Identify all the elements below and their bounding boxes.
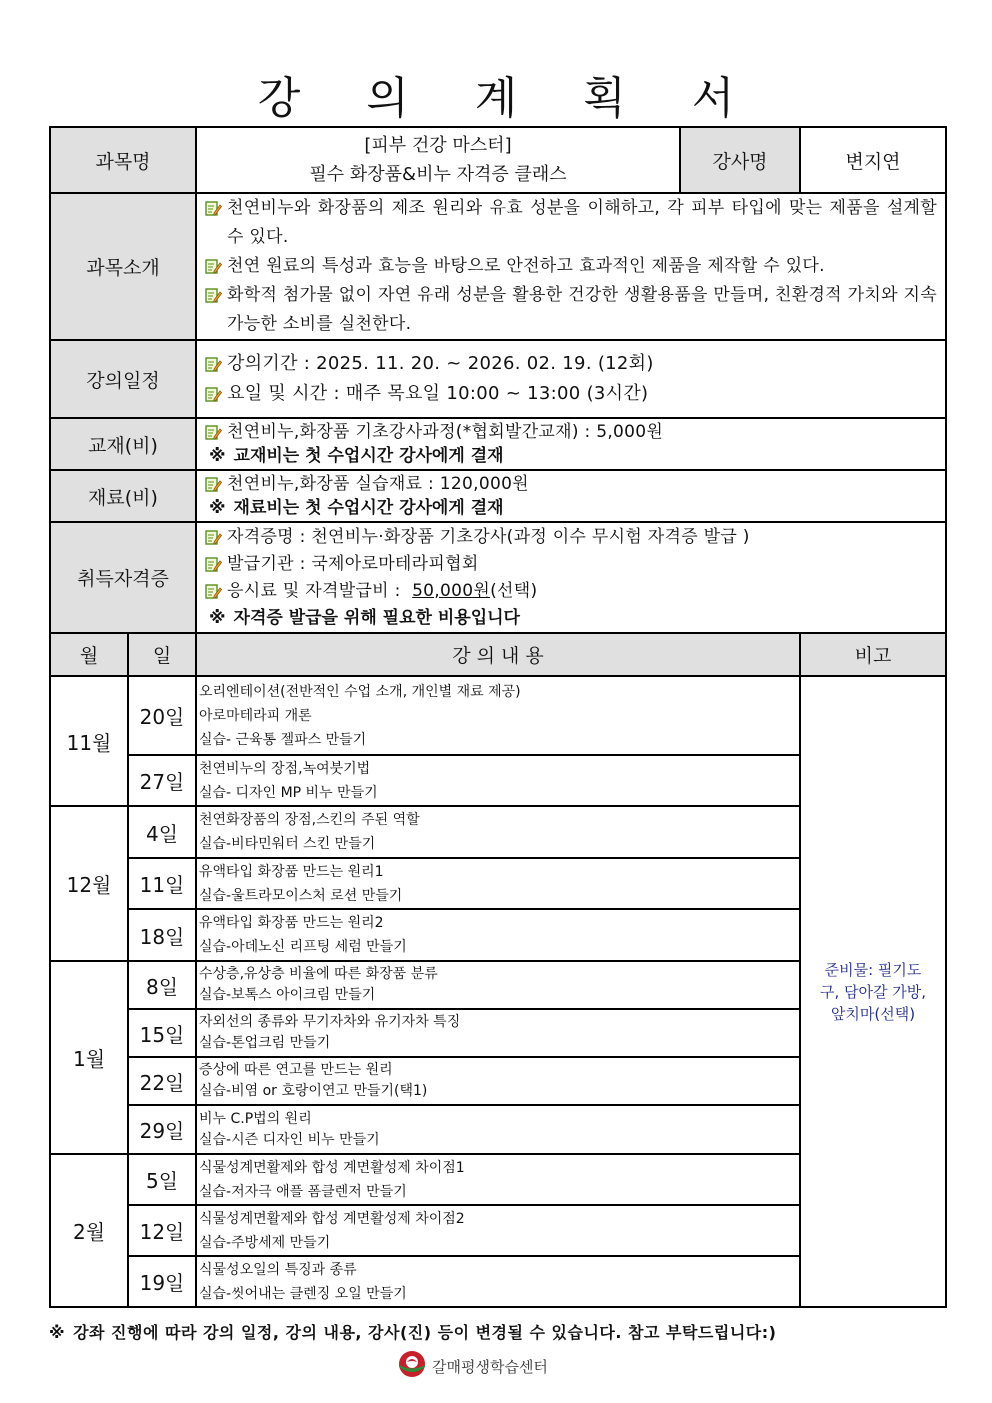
lecture-content: 오리엔테이션(전반적인 수업 소개, 개인별 재료 제공) 아로마테라피 개론 실습- 근육통 젤파스 만들기 xyxy=(196,676,800,755)
day-cell: 15일 xyxy=(128,1009,196,1057)
certificate-content xyxy=(196,522,946,633)
day-cell: 27일 xyxy=(128,755,196,806)
memo-icon xyxy=(205,379,227,409)
lecture-content: 비누 C.P법의 원리 실습-시즌 디자인 비누 만들기 xyxy=(196,1105,800,1154)
lecture-content: 유액타입 화장품 만드는 원리2 실습-아데노신 리프팅 세럼 만들기 xyxy=(196,909,800,961)
intro-row xyxy=(50,193,946,340)
lecture-content: 증상에 따른 연고를 만드는 원리 실습-비염 or 호랑이연고 만들기(택1) xyxy=(196,1057,800,1105)
material-note: ※ 재료비는 첫 수업시간 강사에게 결재 xyxy=(209,498,504,518)
month-cell: 11월 xyxy=(50,676,128,806)
month-cell: 2월 xyxy=(50,1154,128,1307)
day-cell: 11일 xyxy=(128,858,196,909)
memo-icon xyxy=(205,281,227,310)
column-remark: 비고 xyxy=(800,633,946,676)
month-cell: 12월 xyxy=(50,806,128,961)
certificate-fee-amount: 50,000원 xyxy=(412,580,491,601)
intro-item: 천연 원료의 특성과 효능을 바탕으로 안전하고 효과적인 제품을 제작할 수 있다. xyxy=(197,252,945,281)
day-cell: 12일 xyxy=(128,1205,196,1256)
lecture-content: 천연화장품의 장점,스킨의 주된 역할 실습-비타민워터 스킨 만들기 xyxy=(196,806,800,858)
center-name: 갈매평생학습센터 xyxy=(432,1357,548,1376)
day-cell: 29일 xyxy=(128,1105,196,1154)
column-day: 일 xyxy=(128,633,196,676)
day-cell: 19일 xyxy=(128,1256,196,1307)
lecture-content: 유액타입 화장품 만드는 원리1 실습-울트라모이스처 로션 만들기 xyxy=(196,858,800,909)
center-logo xyxy=(398,1352,548,1380)
material-row xyxy=(50,470,946,522)
certificate-row xyxy=(50,522,946,633)
memo-icon xyxy=(205,349,227,379)
day-cell: 20일 xyxy=(128,676,196,755)
memo-icon xyxy=(205,194,227,223)
lecture-content: 천연비누의 장점,녹여붓기법 실습- 디자인 MP 비누 만들기 xyxy=(196,755,800,806)
textbook-label: 교재(비) xyxy=(50,418,196,470)
subject-label: 과목명 xyxy=(50,127,196,193)
course-name-line2: 필수 화장품&비누 자격증 클래스 xyxy=(309,164,567,185)
lecture-header-row xyxy=(50,633,946,676)
textbook-content xyxy=(196,418,946,470)
footer-note: ※ 강좌 진행에 따라 강의 일정, 강의 내용, 강사(진) 등이 변경될 수 있습니다. 참고 부탁드립니다:) xyxy=(49,1323,777,1342)
textbook-note: ※ 교재비는 첫 수업시간 강사에게 결재 xyxy=(209,446,504,466)
material-label: 재료(비) xyxy=(50,470,196,522)
instructor-name: 변지연 xyxy=(800,127,946,193)
intro-content xyxy=(196,193,946,340)
certificate-item: 발급기관 : 국제아로마테라피협회 xyxy=(197,551,945,578)
lecture-plan-table xyxy=(49,126,947,1308)
intro-item: 화학적 첨가물 없이 자연 유래 성분을 활용한 건강한 생활용품을 만들며, 친환경적 가치와 지속 가능한 소비를 실천한다. xyxy=(197,281,945,339)
memo-icon xyxy=(205,472,227,496)
remark-cell: 준비물: 필기도구, 담아갈 가방, 앞치마(선택) xyxy=(800,676,946,1307)
day-cell: 18일 xyxy=(128,909,196,961)
memo-icon xyxy=(205,420,227,444)
schedule-period: 강의기간 : 2025. 11. 20. ~ 2026. 02. 19. (12회) xyxy=(197,349,945,379)
lecture-content: 식물성오일의 특징과 종류 실습-씻어내는 클렌징 오일 만들기 xyxy=(196,1256,800,1307)
course-name-line1: [피부 건강 마스터] xyxy=(364,135,512,156)
schedule-row xyxy=(50,340,946,418)
material-content xyxy=(196,470,946,522)
lecture-content: 식물성계면활제와 합성 계면활성제 차이점1 실습-저자극 애플 폼클렌저 만들기 xyxy=(196,1154,800,1205)
certificate-fee: 응시료 및 자격발급비 : 50,000원(선택) xyxy=(197,578,945,605)
column-content: 강 의 내 용 xyxy=(196,633,800,676)
schedule-time: 요일 및 시간 : 매주 목요일 10:00 ~ 13:00 (3시간) xyxy=(197,379,945,409)
textbook-row xyxy=(50,418,946,470)
page-title: 강 의 계 획 서 xyxy=(257,73,761,124)
certificate-label: 취득자격증 xyxy=(50,522,196,633)
memo-icon xyxy=(205,252,227,281)
schedule-content xyxy=(196,340,946,418)
day-cell: 4일 xyxy=(128,806,196,858)
table-row xyxy=(50,676,946,755)
lecture-content: 수상층,유상층 비율에 따른 화장품 분류 실습-보톡스 아이크림 만들기 xyxy=(196,961,800,1009)
month-cell: 1월 xyxy=(50,961,128,1154)
subject-row xyxy=(50,127,946,193)
course-name xyxy=(196,127,680,193)
intro-label: 과목소개 xyxy=(50,193,196,340)
certificate-item: 자격증명 : 천연비누·화장품 기초강사(과정 이수 무시험 자격증 발급 ) xyxy=(197,524,945,551)
memo-icon xyxy=(205,524,227,551)
center-emblem-icon xyxy=(398,1350,426,1382)
day-cell: 8일 xyxy=(128,961,196,1009)
material-item: 천연비누,화장품 실습재료 : 120,000원 xyxy=(197,472,945,496)
instructor-label: 강사명 xyxy=(680,127,800,193)
schedule-label: 강의일정 xyxy=(50,340,196,418)
day-cell: 22일 xyxy=(128,1057,196,1105)
day-cell: 5일 xyxy=(128,1154,196,1205)
memo-icon xyxy=(205,578,227,605)
lecture-content: 식물성계면활제와 합성 계면활성제 차이점2 실습-주방세제 만들기 xyxy=(196,1205,800,1256)
memo-icon xyxy=(205,551,227,578)
certificate-note: ※ 자격증 발급을 위해 필요한 비용입니다 xyxy=(209,607,520,628)
column-month: 월 xyxy=(50,633,128,676)
textbook-item: 천연비누,화장품 기초강사과정(*협회발간교재) : 5,000원 xyxy=(197,420,945,444)
intro-item: 천연비누와 화장품의 제조 원리와 유효 성분을 이해하고, 각 피부 타입에 맞는 제품을 설계할 수 있다. xyxy=(197,194,945,252)
lecture-content: 자외선의 종류와 무기자차와 유기자차 특징 실습-톤업크림 만들기 xyxy=(196,1009,800,1057)
